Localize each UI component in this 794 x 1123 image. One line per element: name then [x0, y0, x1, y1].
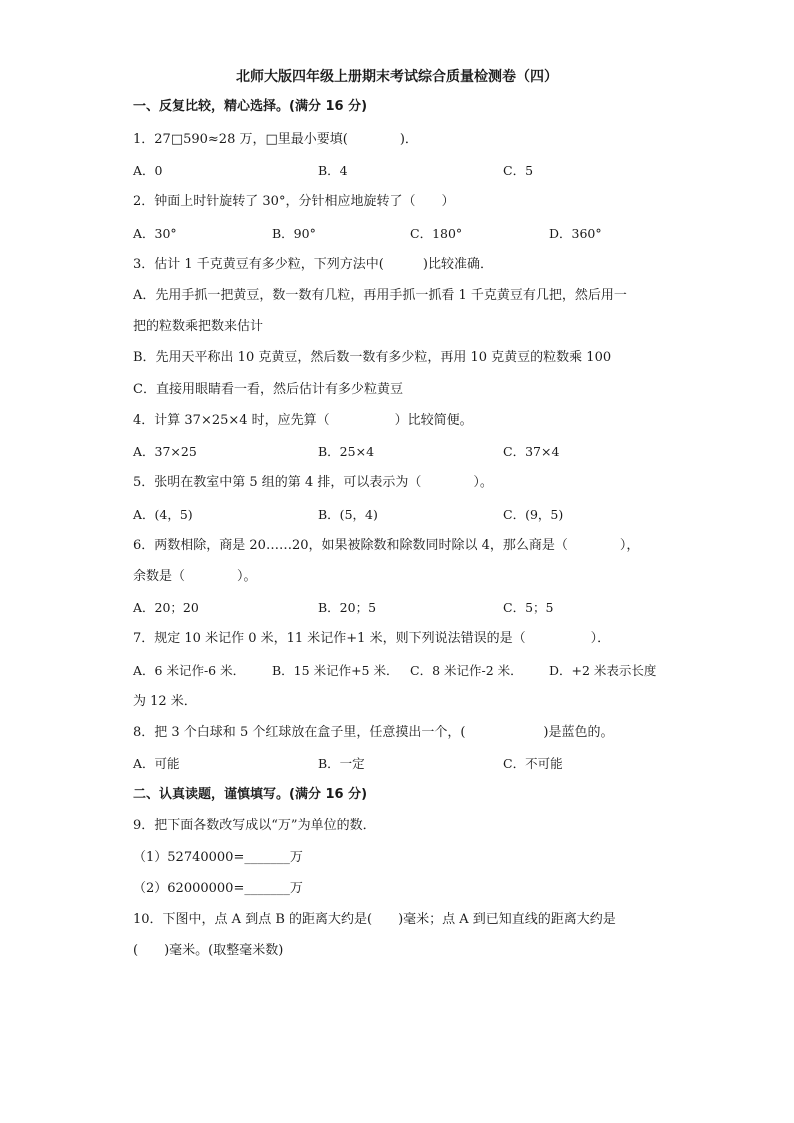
question-6-option-c: C．5；5 — [503, 600, 554, 615]
question-2-option-b: B．90° — [272, 226, 316, 241]
question-7-option-b: B．15 米记作+5 米． — [272, 663, 399, 678]
question-3-option-c: C．直接用眼睛看一看，然后估计有多少粒黄豆 — [133, 382, 403, 397]
section-heading-1: 一、反复比较，精心选择。(满分 16 分) — [133, 99, 368, 114]
question-4-stem: 4．计算 37×25×4 时，应先算（ ）比较简便。 — [133, 413, 473, 428]
question-8-option-b: B．一定 — [318, 756, 365, 771]
question-1-option-b: B．4 — [318, 163, 348, 178]
question-4-option-a: A．37×25 — [133, 444, 197, 459]
question-9-item-2: （2）62000000=_______万 — [133, 881, 303, 896]
question-10-stem: 10．下图中，点 A 到点 B 的距离大约是( )毫米；点 A 到已知直线的距离大约是 — [133, 912, 616, 927]
question-7-option-a: A．6 米记作-6 米． — [133, 663, 246, 678]
question-4-option-b: B．25×4 — [318, 444, 375, 459]
question-8-stem: 8．把 3 个白球和 5 个红球放在盒子里，任意摸出一个，( )是蓝色的。 — [133, 725, 614, 740]
question-5-option-c: C．(9，5) — [503, 507, 564, 522]
question-6-stem: 6．两数相除，商是 20……20，如果被除数和除数同时除以 4，那么商是（ ）， — [133, 538, 640, 553]
question-4-option-c: C．37×4 — [503, 444, 560, 459]
question-3-stem: 3．估计 1 千克黄豆有多少粒，下列方法中( )比较准确． — [133, 257, 493, 272]
section-heading-2: 二、认真读题，谨慎填写。(满分 16 分) — [133, 787, 368, 802]
question-9-stem: 9．把下面各数改写成以“万”为单位的数． — [133, 818, 376, 833]
question-1-option-c: C．5 — [503, 163, 534, 178]
question-2-stem: 2．钟面上时针旋转了 30°，分针相应地旋转了（ ） — [133, 194, 455, 209]
question-6-option-a: A．20；20 — [133, 600, 199, 615]
question-5-option-b: B．(5，4) — [318, 507, 378, 522]
question-7-option-d: D．+2 米表示长度 — [549, 663, 657, 678]
question-1-stem: 1．27□590≈28 万，□里最小要填( )． — [133, 132, 418, 147]
question-8-option-c: C．不可能 — [503, 756, 563, 771]
question-2-option-a: A．30° — [133, 226, 177, 241]
question-1-option-a: A．0 — [133, 163, 163, 178]
question-3-option-a-cont: 把的粒数乘把数来估计 — [133, 319, 264, 334]
question-3-option-b: B．先用天平称出 10 克黄豆，然后数一数有多少粒，再用 10 克黄豆的粒数乘 100 — [133, 350, 612, 365]
question-3-option-a: A．先用手抓一把黄豆，数一数有几粒，再用手抓一抓看 1 千克黄豆有几把，然后用一 — [133, 288, 627, 303]
question-2-option-d: D．360° — [549, 226, 602, 241]
page-title: 北师大版四年级上册期末考试综合质量检测卷（四） — [236, 69, 558, 85]
question-7-option-c: C．8 米记作-2 米． — [410, 663, 523, 678]
question-5-stem: 5．张明在教室中第 5 组的第 4 排，可以表示为（ ）。 — [133, 475, 493, 490]
question-9-item-1: （1）52740000=_______万 — [133, 850, 303, 865]
question-5-option-a: A．(4，5) — [133, 507, 193, 522]
question-8-option-a: A．可能 — [133, 756, 180, 771]
question-2-option-c: C．180° — [410, 226, 463, 241]
question-10-stem-cont: ( )毫米。(取整毫米数) — [133, 943, 284, 958]
question-7-stem: 7．规定 10 米记作 0 米，11 米记作+1 米，则下列说法错误的是（ ）． — [133, 631, 611, 646]
question-7-option-d-cont: 为 12 米． — [133, 694, 197, 709]
question-6-stem-cont: 余数是（ ）。 — [133, 569, 257, 584]
question-6-option-b: B．20；5 — [318, 600, 377, 615]
